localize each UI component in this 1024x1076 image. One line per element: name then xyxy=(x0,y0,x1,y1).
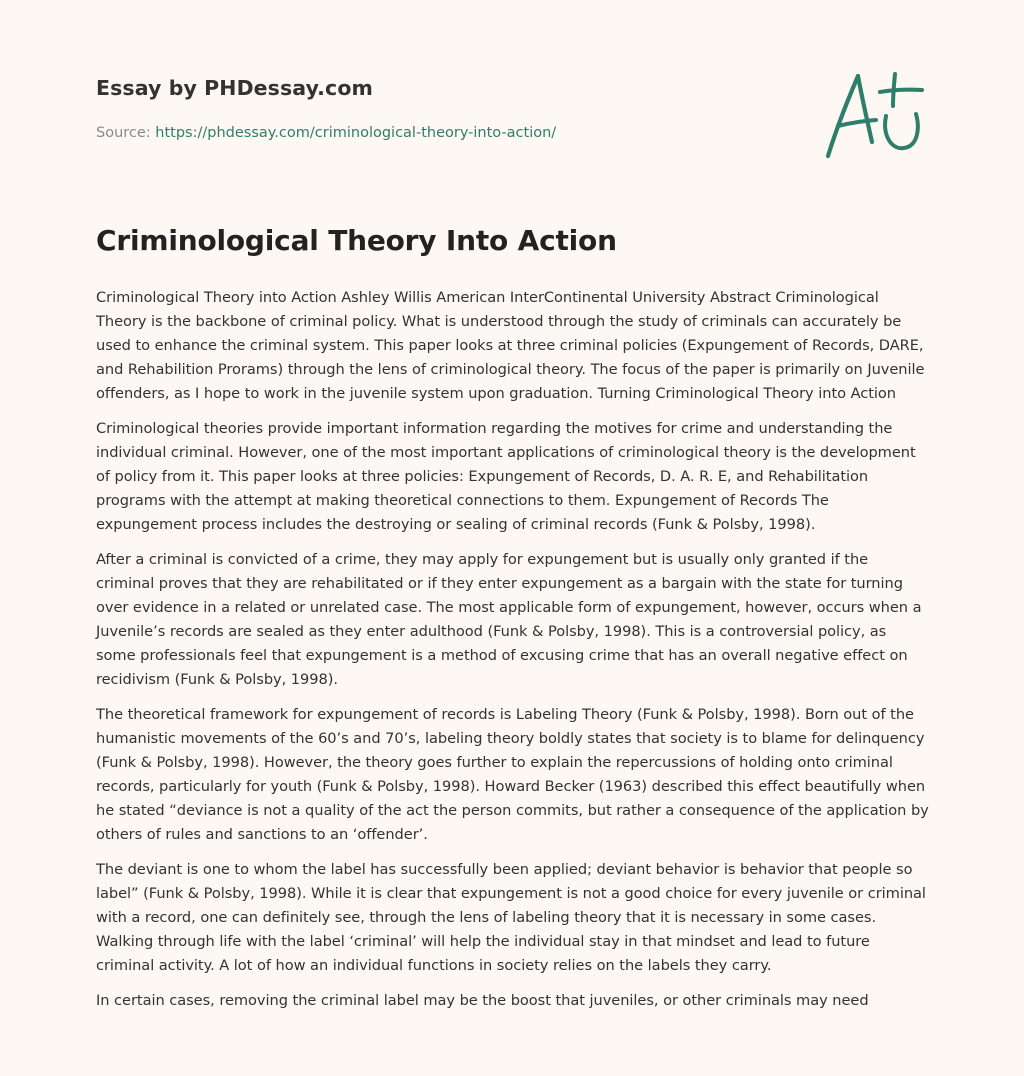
source-link[interactable]: https://phdessay.com/criminological-theory-into-action/ xyxy=(155,125,557,141)
essay-paragraph: After a criminal is convicted of a crime, they may apply for expungement but is usually only granted if the criminal proves that they are rehabilitated or if they enter expungement as a bargain with the state for turning over evidence in a related or unrelated case. The most applicable form of expungement, however, occurs when a Juvenile’s records are sealed as they enter adulthood (Funk & Polsby, 1998). This is a controversial policy, as some professionals feel that expungement is a method of excusing crime that has an overall negative effect on recidivism (Funk & Polsby, 1998). xyxy=(96,551,922,688)
essay-title: Criminological Theory Into Action xyxy=(96,224,617,257)
essay-paragraph: The theoretical framework for expungement of records is Labeling Theory (Funk & Polsby, 1998). Born out of the humanistic movements of the 60’s and 70’s, labeling theory boldly states that society is to blame for delinquency (Funk & Polsby, 1998). However, the theory goes further to explain the repercussions of holding onto criminal records, particularly for youth (Funk & Polsby, 1998). Howard Becker (1963) described this effect beautifully when he stated “deviance is not a quality of the act the person commits, but rather a consequence of the application by others of rules and sanctions to an ‘offender’. xyxy=(96,706,929,843)
a-plus-logo-icon xyxy=(824,70,928,162)
essay-paragraph: Criminological Theory into Action Ashley Willis American InterContinental University Abstract Criminological Theory is the backbone of criminal policy. What is understood through the study of criminals can accurately be used to enhance the criminal system. This paper looks at three criminal policies (Expungement of Records, DARE, and Rehabilition Prorams) through the lens of criminological theory. The focus of the paper is primarily on Juvenile offenders, as I hope to work in the juvenile system upon graduation. Turning Criminological Theory into Action xyxy=(96,289,925,402)
source-label: Source: xyxy=(96,125,151,141)
page-header xyxy=(96,76,928,186)
essay-paragraph: The deviant is one to whom the label has successfully been applied; deviant behavior is behavior that people so label” (Funk & Polsby, 1998). While it is clear that expungement is not a good choice for every juvenile or criminal with a record, one can definitely see, through the lens of labeling theory that it is necessary in some cases. Walking through life with the label ‘criminal’ will help the individual stay in that mindset and lead to future criminal activity. A lot of how an individual functions in society relies on the labels they carry. xyxy=(96,861,926,974)
essay-paragraph: In certain cases, removing the criminal label may be the boost that juveniles, or other criminals may need xyxy=(96,992,869,1009)
essay-body xyxy=(96,286,930,1024)
source-line xyxy=(96,125,556,141)
essay-paragraph: Criminological theories provide important information regarding the motives for crime and understanding the individual criminal. However, one of the most important applications of criminological theory is the development of policy from it. This paper looks at three policies: Expungement of Records, D. A. R. E, and Rehabilitation programs with the attempt at making theoretical connections to them. Expungement of Records The expungement process includes the destroying or sealing of criminal records (Funk & Polsby, 1998). xyxy=(96,420,916,533)
brand-title: Essay by PHDessay.com xyxy=(96,76,373,100)
